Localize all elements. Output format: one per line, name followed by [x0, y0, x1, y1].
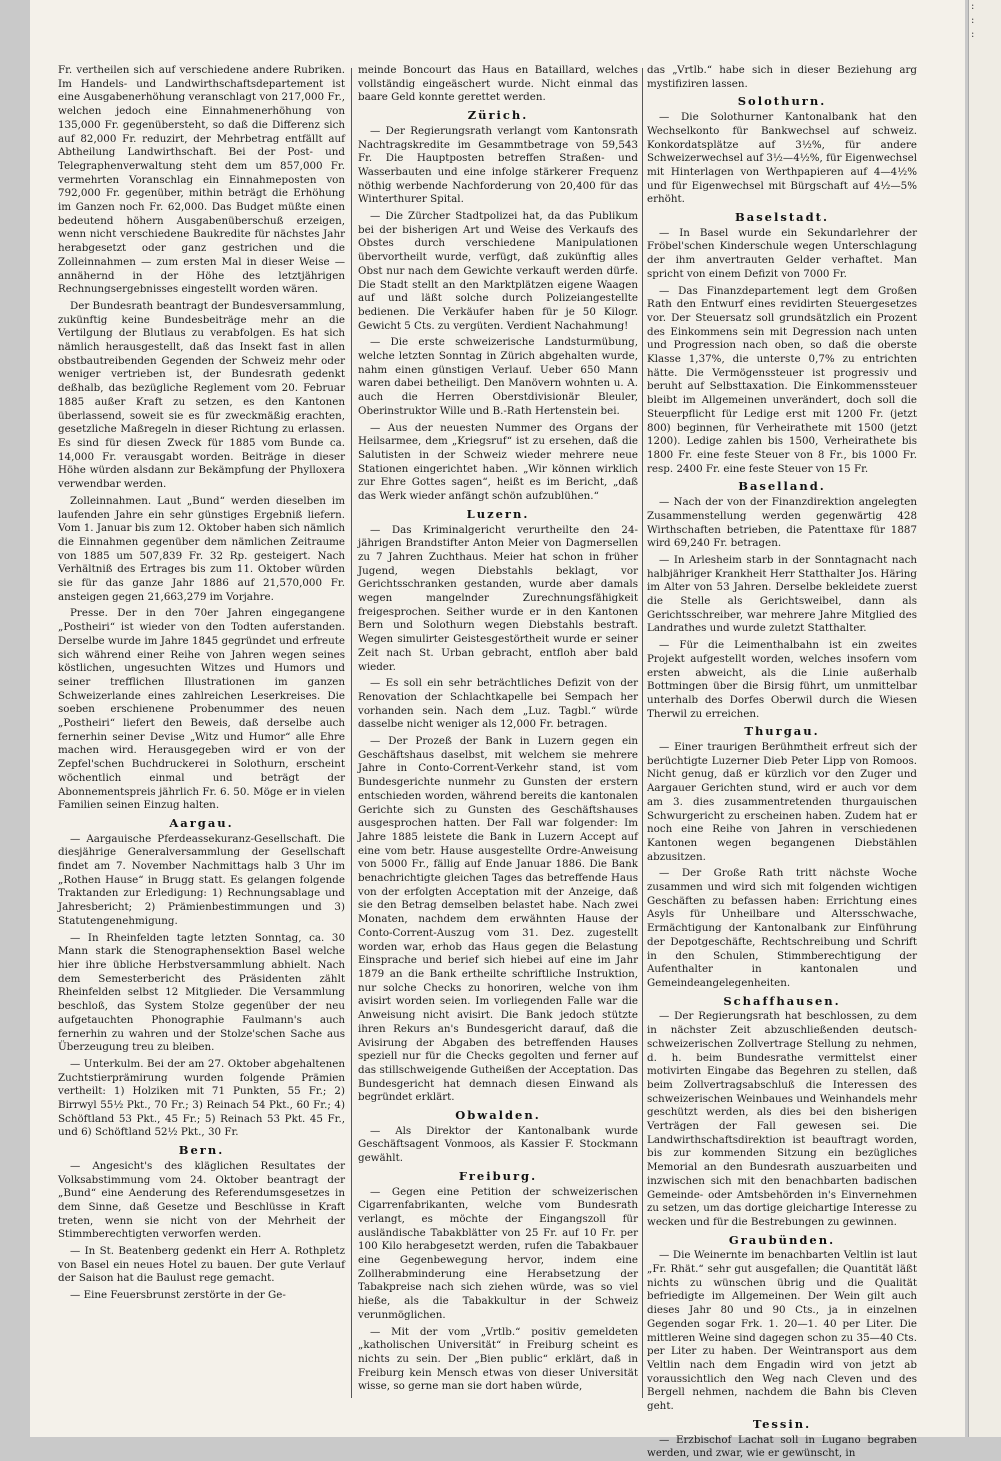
section-heading: Baselstadt.: [735, 210, 829, 225]
article-paragraph: Zolleinnahmen. Laut „Bund“ werden dieselben im laufenden Jahre ein sehr günstiges Ergebniß liefern. Vom 1. Januar bis zum 12. Oktober haben sich nämlich die Einnahmen gegenüber dem nämlichen Zeitraume von 1885 um 507,839 Fr. 32 Rp. gesteigert. Nach Verhältniß des Ertrages bis zum 11. Oktober würden sie für das ganze Jahr 1886 auf 21,570,000 Fr. ansteigen gegen 21,663,279 im Vorjahre.: [58, 494, 345, 603]
column-rule: [642, 68, 643, 1398]
article-paragraph: — Aus der neuesten Nummer des Organs der Heilsarmee, dem „Kriegsruf“ ist zu ersehen, daß die Salutisten in der Schweiz wieder mehrere neue Stationen eingerichtet haben. „Wir können wirklich zur Ehre Gottes sagen“, heißt es im Bericht, „daß das Werk wieder anfängt schön aufzublühen.“: [358, 421, 638, 503]
article-paragraph: — Erzbischof Lachat soll in Lugano begraben werden, und zwar, wie er gewünscht, in: [647, 1433, 917, 1460]
section-heading: Schaffhausen.: [723, 993, 841, 1008]
article-paragraph: — Die erste schweizerische Landsturmübung, welche letzten Sonntag in Zürich abgehalten wurde, nahm einen günstigen Verlauf. Ueber 650 Mann waren dabei betheiligt. Den Manövern wohnten u. A. auch die Herren Oberstdivisionär Bleuler, Oberinstruktor Wille und B.-Rath Hertenstein bei.: [358, 336, 638, 417]
section-heading: Bern.: [178, 1143, 225, 1158]
article-paragraph: — Der Prozeß der Bank in Luzern gegen ein Geschäftshaus daselbst, mit welchem sie mehrere Jahre in Conto-Corrent-Verkehr stand, ist vom Bundesgerichte nunmehr zu Gunsten der erstern entschieden worden, während bereits die kantonalen Gerichte sich zu Gunsten des Geschäftshauses ausgesprochen hatten. Der Fall war folgender: Im Jahre 1885 leistete die Bank in Luzern Accept auf eine vom betr. Hause ausgestellte Ordre-Anweisung von 5000 Fr., fällig auf Ende Januar 1886. Die Bank benachrichtigte gleichen Tages das betreffende Haus von der erfolgten Acceptation mit der Anzeige, daß sie den Betrag demselben belastet habe. Nach zwei Monaten, nachdem dem erwähnten Hause der Conto-Corrent-Auszug vom 31. Dez. zugestellt worden war, erhob das Haus gegen die Belastung Einsprache und berief sich hiebei auf eine im Jahr 1879 an die Bank ertheilte schriftliche Instruktion, nur solche Checks zu honoriren, welche von ihm avisirt worden seien. Im vorliegenden Falle war die Anweisung nicht avisirt. Die Bank jedoch stützte ihren Rekurs an's Bundesgericht darauf, daß die Avisirung der Abgaben des betreffenden Hauses speziell nur für die Checks gegolten und ferner auf das stillschweigende Gutheißen der Acceptation. Das Bundesgericht hat demnach diesen Einwand als begründet erklärt.: [358, 735, 638, 1104]
article-paragraph: — Unterkulm. Bei der am 27. Oktober abgehaltenen Zuchtstierprämirung wurden folgende Prämien vertheilt: 1) Holziken mit 71 Punkten, 55 Fr.; 2) Birrwyl 55½ Pkt., 70 Fr.; 3) Reinach 54 Pkt., 60 Fr.; 4) Schöftland 53 Pkt., 45 Fr.; 5) Reinach 53 Pkt. 45 Fr., und 6) Schöftland 52½ Pkt., 30 Fr.: [58, 1057, 345, 1139]
article-paragraph: — Der Regierungsrath verlangt vom Kantonsrath Nachtragskredite im Gesammtbetrage von 59,543 Fr. Die Hauptposten betreffen Straßen- und Wasserbauten und eine infolge stärkerer Frequenz nöthig werbende Nachforderung von 20,400 für das Winterthurer Spital.: [358, 124, 638, 206]
article-paragraph: — In Arlesheim starb in der Sonntagnacht nach halbjähriger Krankheit Herr Statthalter Jos. Häring im Alter von 53 Jahren. Derselbe bekleidete zuerst die Stelle als Gerichtsweibel, dann als Gerichtsschreiber, war mehrere Jahre Mitglied des Landrathes und wurde zuletzt Statthalter.: [647, 553, 917, 635]
column-rule: [351, 68, 352, 1398]
article-paragraph: — Mit der vom „Vrtlb.“ positiv gemeldeten „katholischen Universität“ in Freiburg scheint es nichts zu sein. Der „Bien public“ erklärt, daß in Freiburg kein Mensch etwas von dieser Universität wisse, so gerne man sie dort haben würde,: [358, 1325, 638, 1393]
adjacent-page-edge: [968, 0, 1001, 1437]
article-paragraph: — Der Regierungsrath hat beschlossen, zu dem in nächster Zeit abzuschließenden deutsch-schweizerischen Zollvertrage Stellung zu nehmen, d. h. beim Bundesrathe vermittelst einer motivirten Eingabe das Begehren zu stellen, daß beim Zollvertragsabschluß die Interessen des schweizerischen Weinbaues und Weinhandels mehr geschützt werden, als dies bei den bisherigen Verträgen der Fall gewesen sei. Die Landwirthschaftsdirektion ist beauftragt worden, bis zur kommenden Sitzung ein bezügliches Memorial an den Bundesrath auszuarbeiten und inzwischen sich mit den benachbarten badischen Gemeinde- oder Amtsbehörden in's Einvernehmen zu setzen, um das dortige gleichartige Interesse zu wecken und für die Bestrebungen zu gewinnen.: [647, 1010, 917, 1228]
column-3: [647, 64, 917, 1460]
edge-glyph: :: [971, 15, 975, 26]
article-paragraph: Fr. vertheilen sich auf verschiedene andere Rubriken. Im Handels- und Landwirthschaftsdepartement ist eine Ausgabenerhöhung veranschlagt von 217,000 Fr., welchen jedoch eine Einnahmenerhöhung von 135,000 Fr. gegenübersteht, so daß die Differenz sich auf 82,000 Fr. reduzirt, der Mehrbetrag entfällt auf Abtheilung Landwirthschaft. Bei der Post- und Telegraphenverwaltung steht dem um 857,000 Fr. vermehrten Voranschlag ein Einnahmeposten von 792,000 Fr. gegenüber, mithin beträgt die Erhöhung im Ganzen noch Fr. 62,000. Das Budget müßte einen bedeutend höhern Ausgabenüberschuß erzeigen, wenn nicht verschiedene Baukredite für nächstes Jahr herabgesetzt oder ganz gestrichen und die Zolleinnahmen — zum ersten Mal in dieser Weise — annähernd in der Höhe des letztjährigen Rechnungsergebnisses eingestellt worden wären.: [58, 64, 345, 296]
column-2: [358, 64, 638, 1404]
article-paragraph: meinde Boncourt das Haus en Bataillard, welches vollständig eingeäschert wurde. Nicht einmal das baare Geld konnte gerettet werden.: [358, 64, 638, 104]
edge-glyph: :: [971, 29, 975, 40]
article-paragraph: — Eine Feuersbrunst zerstörte in der Ge-: [70, 1289, 286, 1302]
article-paragraph: — Als Direktor der Kantonalbank wurde Geschäftsagent Vonmoos, als Kassier F. Stockmann gewählt.: [358, 1124, 638, 1165]
article-paragraph: — Nach der von der Finanzdirektion angelegten Zusammenstellung werden gegenwärtig 428 Wirthschaften betrieben, die Patenttaxe für 1887 wird 69,240 Fr. betragen.: [647, 496, 917, 550]
article-paragraph: — In Rheinfelden tagte letzten Sonntag, ca. 30 Mann stark die Stenographensektion Basel welche hier ihre übliche Herbstversammlung abhielt. Nach dem Semesterbericht des Präsidenten zählt Rheinfelden selbst 12 Mitglieder. Die Versammlung beschloß, das System Stolze gegenüber der neu aufgetauchten Phonographie Faulmann's auch fernerhin zu wahren und der Stolze'schen Sache aus Überzeugung treu zu bleiben.: [58, 931, 345, 1054]
article-paragraph: — Der Große Rath tritt nächste Woche zusammen und wird sich mit folgenden wichtigen Geschäften zu befassen haben: Errichtung eines Asyls für Unheilbare und Altersschwache, Ermächtigung der Kantonalbank zur Einführung der Depotgeschäfte, Rechtschreibung und Schrift in den Schulen, Stimmberechtigung der Aufenthalter in kantonalen und Gemeindeangelegenheiten.: [647, 867, 917, 989]
article-paragraph: das „Vrtlb.“ habe sich in dieser Beziehung arg mystifiziren lassen.: [647, 64, 917, 90]
article-paragraph: — Angesicht's des kläglichen Resultates der Volksabstimmung vom 24. Oktober beantragt der „Bund“ eine Aenderung des Referendumsgesetzes in dem Sinne, daß Gesetze und Beschlüsse in Kraft treten, wenn sie nicht von der Mehrheit der Stimmberechtigten verworfen werden.: [58, 1159, 345, 1241]
article-paragraph: Der Bundesrath beantragt der Bundesversammlung, zukünftig keine Bundesbeiträge mehr an die Vertilgung der Blutlaus zu verabfolgen. Es hat sich nämlich herausgestellt, daß das Insekt fast in allen obstbautreibenden Gegenden der Schweiz mehr oder weniger vertrieben ist, der Bundesrath gedenkt deßhalb, das bezügliche Reglement vom 20. Februar 1885 außer Kraft zu setzen, es den Kantonen überlassend, soweit sie es für zweckmäßig erachten, gesetzliche Maßregeln in dieser Richtung zu erlassen. Es sind für diesen Zweck für 1885 vom Bunde ca. 14,000 Fr. verausgabt worden. Beiträge in dieser Höhe würden alsdann zur Bekämpfung der Phylloxera verwendbar werden.: [58, 299, 345, 491]
edge-glyph: :: [971, 1, 975, 12]
article-paragraph: — Für die Leimenthalbahn ist ein zweites Projekt aufgestellt worden, welches insofern vom ersten abweicht, als die Linie außerhalb Bottmingen über die Birsig führt, um unmittelbar unterhalb des Dorfes Oberwil durch die Wiesen Therwil zu erreichen.: [647, 639, 917, 720]
article-paragraph: — Es soll ein sehr beträchtliches Defizit von der Renovation der Schlachtkapelle bei Sempach her vorhanden sein. Nach dem „Luz. Tagbl.“ würde dasselbe nicht weniger als 12,000 Fr. betragen.: [358, 677, 638, 731]
article-paragraph: — In St. Beatenberg gedenkt ein Herr A. Rothpletz von Basel ein neues Hotel zu bauen. Der gute Verlauf der Saison hat die Baulust rege gemacht.: [58, 1245, 345, 1285]
column-1: [58, 64, 345, 1404]
section-heading: Solothurn.: [737, 94, 827, 109]
section-heading: Freiburg.: [458, 1168, 538, 1183]
article-paragraph: Presse. Der in den 70er Jahren eingegangene „Postheiri“ ist wieder von den Todten auferstanden. Derselbe wurde im Jahre 1845 gegründet und erfreute sich während einer Reihe von Jahren wegen seines köstlichen, ungesuchten Witzes und Humors und seiner trefflichen Illustrationen im ganzen Schweizerlande eines zahlreichen Leserkreises. Die soeben erschienene Probenummer des neuen „Postheiri“ liefert den Beweis, daß derselbe auch fernerhin seiner Devise „Witz und Humor“ alle Ehre machen wird. Herausgegeben wird er von der Zepfel'schen Buchdruckerei in Solothurn, erscheint wöchentlich einmal und beträgt der Abonnementspreis jährlich Fr. 6. 50. Möge er in vielen Familien seinen Einzug halten.: [58, 607, 345, 812]
article-paragraph: — Das Kriminalgericht verurtheilte den 24-jährigen Brandstifter Anton Meier von Dagmersellen zu 7 Jahren Zuchthaus. Meier hat schon in früher Jugend, wegen Diebstahls beklagt, vor Gerichtsschranken gestanden, wurde aber damals wegen mangelnder Zurechnungsfähigkeit freigesprochen. Seither wurde er in den Kantonen Bern und Solothurn wegen Diebstahls bestraft. Wegen simulirter Geistesgestörtheit wurde er seiner Zeit nach St. Urban gebracht, entfloh aber bald wieder.: [358, 523, 638, 673]
section-heading: Graubünden.: [728, 1232, 836, 1247]
section-heading: Obwalden.: [455, 1108, 541, 1123]
section-heading: Luzern.: [466, 506, 530, 521]
article-paragraph: — Die Zürcher Stadtpolizei hat, da das Publikum bei der bisherigen Art und Weise des Verkaufs des Obstes durch verschiedene Manipulationen übervortheilt wurde, verfügt, daß zukünftig alles Obst nur nach dem Gewichte verkauft werden dürfe. Die Stadt stellt an den Marktplätzen eigene Waagen auf und läßt solche durch Polizeiangestellte bedienen. Die Verkäufer haben für je 50 Kilogr. Gewicht 5 Cts. zu vergüten. Verdient Nachahmung!: [358, 210, 638, 332]
section-heading: Tessin.: [752, 1416, 812, 1431]
article-paragraph: — Das Finanzdepartement legt dem Großen Rath den Entwurf eines revidirten Steuergesetzes vor. Der Steuersatz soll grundsätzlich ein Prozent des Einkommens sein mit Degression nach unten und Progression nach oben, so daß die oberste Klasse 1,37%, die unterste 0,7% zu entrichten hätte. Die Vermögenssteuer ist progressiv und beruht auf Selbsttaxation. Die Einkommenssteuer bleibt im Allgemeinen unverändert, doch soll die Steuerpflicht für Ledige erst mit 1200 Fr. (jetzt 800) beginnen, für Verheirathete mit 1500 (jetzt 1200). Ledige zahlen bis 1500, Verheirathete bis 1800 Fr. eine feste Steuer von 8 Fr., bis 1000 Fr. resp. 2400 Fr. eine feste Steuer von 15 Fr.: [647, 284, 917, 475]
section-heading: Zürich.: [467, 108, 529, 123]
article-paragraph: — Die Weinernte im benachbarten Veltlin ist laut „Fr. Rhät.“ sehr gut ausgefallen; die Quantität läßt nichts zu wünschen übrig und die Qualität befriedigte im Allgemeinen. Der Wein gilt auch dieses Jahr 80 und 90 Cts., ja in einzelnen Gegenden sogar Frk. 1. 20—1. 40 per Liter. Die mittleren Weine sind dagegen schon zu 35—40 Cts. per Liter zu haben. Der Weintransport aus dem Veltlin nach dem Engadin wird von jetzt ab voraussichtlich den Weg nach Cleven und des Bergell nehmen, nachdem die Bahn bis Cleven geht.: [647, 1249, 917, 1413]
article-paragraph: — Die Solothurner Kantonalbank hat den Wechselkonto für Bankwechsel auf schweiz. Konkordatsplätze auf 3½%, für andere Schweizerwechsel auf 3½—4½%, für Eigenwechsel mit Hinterlagen von Werthpapieren auf 4—4½% und für Eigenwechsel mit Bürgschaft auf 4½—5% erhöht.: [647, 111, 917, 206]
section-heading: Aargau.: [169, 815, 234, 830]
article-paragraph: — In Basel wurde ein Sekundarlehrer der Fröbel'schen Kinderschule wegen Unterschlagung der ihm anvertrauten Gelder verhaftet. Man spricht von einem Defizit von 7000 Fr.: [647, 226, 917, 280]
section-heading: Baselland.: [738, 479, 826, 494]
article-paragraph: — Gegen eine Petition der schweizerischen Cigarrenfabrikanten, welche vom Bundesrath verlangt, es möchte der Eingangszoll für ausländische Tabakblätter von 25 Fr. auf 10 Fr. per 100 Kilo herabgesetzt werden, rufen die Tabakbauer eine Gegenbewegung hervor, indem eine Zollherabminderung eine Herabsetzung der Tabakpreise nach sich ziehen würde, was so viel hieße, als die Tabakkultur in der Schweiz verunmöglichen.: [358, 1185, 638, 1321]
article-paragraph: — Aargauische Pferdeassekuranz-Gesellschaft. Die diesjährige Generalversammlung der Gesellschaft findet am 7. November Nachmittags halb 3 Uhr im „Rothen Hause“ in Brugg statt. Es gelangen folgende Traktanden zur Erledigung: 1) Rechnungsablage und Jahresbericht; 2) Prämienbestimmungen und 3) Statutengenehmigung.: [58, 832, 345, 927]
section-heading: Thurgau.: [744, 724, 820, 739]
article-paragraph: — Einer traurigen Berühmtheit erfreut sich der berüchtigte Luzerner Dieb Peter Lipp von Romoos. Nicht genug, daß er kürzlich vor den Zuger und Aargauer Gerichten stund, wird er auch vor dem am 3. dies zusammentretenden thurgauischen Schwurgericht zu erscheinen haben. Zudem hat er noch eine Reihe von Jahren in verschiedenen Kantonen wegen begangenen Diebstählen abzusitzen.: [647, 741, 917, 863]
